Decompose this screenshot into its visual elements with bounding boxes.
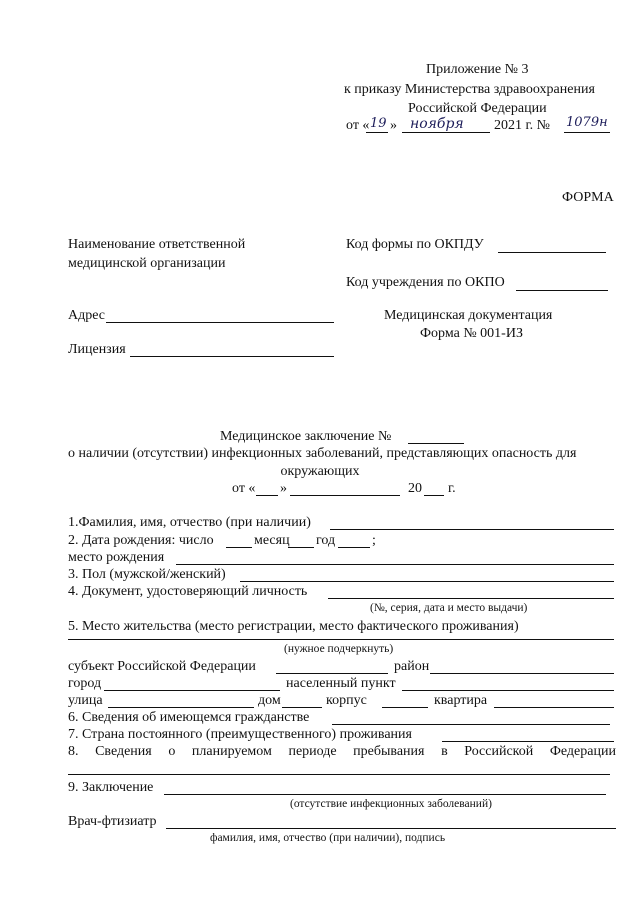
date-year: 2021 г. № (494, 118, 551, 133)
conclusion-number-field[interactable] (408, 443, 464, 444)
field8-word-3: о (168, 744, 176, 759)
subject-field[interactable] (276, 673, 388, 674)
settlement-field[interactable] (402, 690, 614, 691)
sex-field[interactable] (240, 581, 614, 582)
title-date-prefix: от « (232, 481, 256, 496)
title-day-field[interactable] (256, 495, 278, 496)
form-number-label: Форма № 001-ИЗ (420, 326, 523, 341)
field8-word-8: Российской (464, 744, 534, 759)
full-name-field[interactable] (330, 529, 614, 530)
street-label: улица (68, 693, 103, 708)
field4-hint: (№, серия, дата и место выдачи) (370, 602, 528, 614)
doctor-signature-field[interactable] (166, 828, 616, 829)
license-label: Лицензия (68, 342, 126, 357)
field3-label: 3. Пол (мужской/женский) (68, 567, 226, 582)
title-month-field[interactable] (290, 495, 400, 496)
field4-label: 4. Документ, удостоверяющий личность (68, 584, 308, 599)
field8-word-6: пребывания (353, 744, 425, 759)
birth-year-label: год (316, 533, 336, 548)
title-line1: Медицинское заключение № (220, 429, 392, 444)
field8-word-7: в (441, 744, 448, 759)
date-quote: » (390, 118, 397, 133)
date-day-underline (366, 132, 388, 133)
field8-word-9: Федерации (549, 744, 616, 759)
conclusion-field[interactable] (164, 794, 606, 795)
settlement-label: населенный пункт (286, 676, 396, 691)
birthplace-field[interactable] (176, 564, 614, 565)
appendix-order-ref: к приказу Министерства здравоохранения (344, 82, 595, 97)
okpdu-field[interactable] (498, 252, 606, 253)
title-line2: о наличии (отсутствии) инфекционных заболеваний, представляющих опасность для (68, 446, 577, 461)
title-year-suffix: г. (448, 481, 456, 496)
field5-label: 5. Место жительства (место регистрации, место фактического проживания) (68, 619, 519, 634)
birth-year-field[interactable] (338, 547, 370, 548)
house-label: дом (258, 693, 281, 708)
field6-label: 6. Сведения об имеющемся гражданстве (68, 710, 310, 725)
address-label: Адрес (68, 308, 106, 323)
appendix-federation: Российской Федерации (408, 101, 547, 116)
title-year-field[interactable] (424, 495, 444, 496)
order-number-handwritten: 1079н (566, 115, 608, 130)
field8-word-5: периоде (288, 744, 337, 759)
birthplace-label: место рождения (68, 550, 165, 565)
district-label: район (394, 659, 430, 674)
city-label: город (68, 676, 102, 691)
field2-label: 2. Дата рождения: число (68, 533, 214, 548)
field8-word-1: 8. (68, 744, 79, 759)
field8-word-4: планируемом (191, 744, 272, 759)
field9-hint: (отсутствие инфекционных заболеваний) (290, 798, 492, 810)
subject-label: субъект Российской Федерации (68, 659, 256, 674)
order-number-underline (564, 132, 610, 133)
field8-label (68, 744, 616, 760)
house-field[interactable] (282, 707, 322, 708)
street-field[interactable] (108, 707, 254, 708)
okpdu-label: Код формы по ОКПДУ (346, 237, 484, 252)
field8-word-2: Сведения (95, 744, 152, 759)
building-field[interactable] (382, 707, 428, 708)
building-label: корпус (326, 693, 367, 708)
date-prefix: от « (346, 118, 370, 133)
stay-period-field[interactable] (68, 774, 610, 775)
license-field[interactable] (130, 356, 334, 357)
medical-doc-label: Медицинская документация (384, 308, 553, 323)
birth-month-label: месяц (254, 533, 290, 548)
doctor-hint: фамилия, имя, отчество (при наличии), подпись (210, 832, 446, 844)
address-field[interactable] (106, 322, 334, 323)
district-field[interactable] (430, 673, 614, 674)
field7-label: 7. Страна постоянного (преимущественного) проживания (68, 727, 412, 742)
field1-label: 1.Фамилия, имя, отчество (при наличии) (68, 515, 311, 530)
date-month-handwritten: ноября (410, 116, 464, 132)
id-document-field[interactable] (328, 598, 614, 599)
birth-month-field[interactable] (288, 547, 314, 548)
date-day-handwritten: 19 (370, 116, 387, 131)
citizenship-field[interactable] (332, 724, 610, 725)
appendix-number: Приложение № 3 (426, 62, 529, 77)
title-date-quote: » (280, 481, 287, 496)
title-year-prefix: 20 (408, 481, 422, 496)
org-name-line2: медицинской организации (68, 256, 226, 271)
birth-date-end: ; (372, 533, 376, 548)
residence-field[interactable] (68, 639, 614, 640)
okpo-label: Код учреждения по ОКПО (346, 275, 505, 290)
birth-day-field[interactable] (226, 547, 252, 548)
title-line3: окружающих (280, 464, 360, 479)
doctor-label: Врач-фтизиатр (68, 814, 157, 829)
field9-label: 9. Заключение (68, 780, 154, 795)
org-name-line1: Наименование ответственной (68, 237, 246, 252)
form-label: ФОРМА (562, 190, 614, 205)
apartment-label: квартира (434, 693, 488, 708)
okpo-field[interactable] (516, 290, 608, 291)
apartment-field[interactable] (494, 707, 614, 708)
field5-hint: (нужное подчеркнуть) (284, 643, 394, 655)
residence-country-field[interactable] (442, 741, 614, 742)
city-field[interactable] (104, 690, 280, 691)
date-month-underline (402, 132, 490, 133)
